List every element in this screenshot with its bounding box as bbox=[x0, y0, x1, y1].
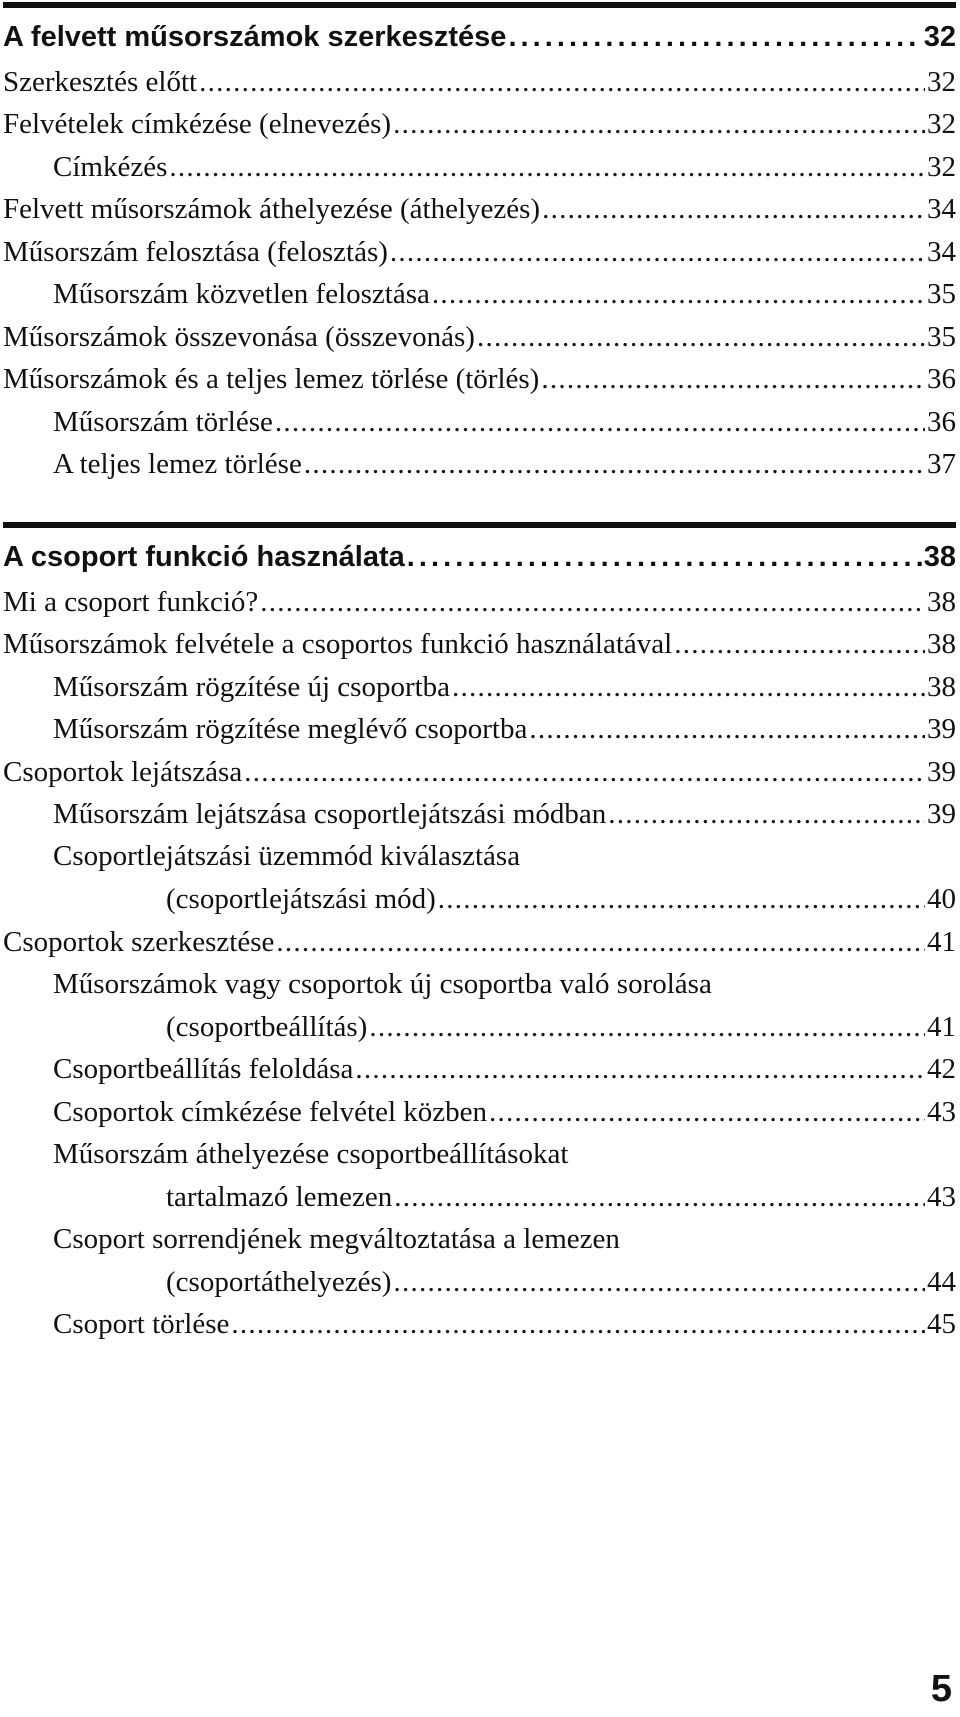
toc-entry-text: Csoportok szerkesztése bbox=[3, 925, 275, 958]
toc-entry-page: 32 bbox=[927, 65, 956, 98]
toc-entry[interactable] bbox=[3, 232, 956, 275]
toc-entry-page: 41 bbox=[927, 925, 956, 958]
toc-entry-text: Műsorszámok és a teljes lemez törlése (törlés) bbox=[3, 363, 540, 395]
toc-entry-page: 34 bbox=[927, 235, 956, 268]
toc-entry[interactable] bbox=[3, 582, 956, 625]
toc-entry-page: 42 bbox=[927, 1053, 956, 1085]
toc-section-editing bbox=[3, 2, 956, 487]
toc-entry-text: A teljes lemez törlése bbox=[53, 448, 302, 480]
toc-entry[interactable] bbox=[3, 1050, 956, 1093]
toc-entry-page: 36 bbox=[927, 405, 956, 438]
section-rule bbox=[3, 2, 956, 8]
section-heading-text: A felvett műsorszámok szerkesztése bbox=[3, 21, 507, 53]
toc-entry-page: 36 bbox=[927, 363, 956, 395]
toc-entry-text-line1: Műsorszámok vagy csoportok új csoportba való sorolása bbox=[53, 967, 712, 1000]
toc-entry[interactable] bbox=[3, 1135, 956, 1220]
toc-entry-page: 41 bbox=[927, 1010, 956, 1043]
leader-dots bbox=[369, 1011, 925, 1044]
toc-entry-text-line1: Csoport sorrendjének megváltoztatása a lemezen bbox=[53, 1222, 620, 1255]
leader-dots bbox=[260, 586, 925, 619]
toc-entry[interactable] bbox=[3, 795, 956, 838]
leader-dots bbox=[608, 798, 925, 831]
toc-entry-text: Műsorszám rögzítése új csoportba bbox=[53, 670, 451, 703]
toc-entry-text-line1: Csoportlejátszási üzemmód kiválasztása bbox=[53, 840, 521, 872]
toc-entry[interactable] bbox=[3, 1305, 956, 1348]
leader-dots bbox=[244, 756, 925, 789]
toc-entry-page: 35 bbox=[927, 320, 956, 353]
toc-entry-text: (csoportlejátszási mód) bbox=[166, 883, 436, 915]
leader-dots bbox=[452, 671, 925, 704]
toc-entry[interactable] bbox=[3, 445, 956, 488]
section-heading-text: A csoport funkció használata bbox=[3, 541, 405, 573]
toc-entry-page: 32 bbox=[927, 150, 956, 183]
toc-entry-text: Műsorszámok felvétele a csoportos funkció használatával bbox=[3, 628, 673, 660]
section-heading[interactable] bbox=[3, 10, 956, 62]
toc-entry-page: 40 bbox=[927, 883, 956, 915]
leader-dots bbox=[390, 236, 925, 269]
toc-entry[interactable] bbox=[3, 317, 956, 360]
toc-entry[interactable] bbox=[3, 190, 956, 233]
toc-entry-page: 39 bbox=[927, 713, 956, 745]
toc-entry-page: 39 bbox=[927, 755, 956, 788]
toc-entry-text: Műsorszámok összevonása (összevonás) bbox=[3, 320, 475, 353]
toc-entry-page: 38 bbox=[927, 585, 956, 618]
section-heading-page: 38 bbox=[923, 541, 956, 573]
leader-dots bbox=[304, 448, 925, 481]
leader-dots bbox=[477, 321, 925, 354]
toc-entry[interactable] bbox=[3, 147, 956, 190]
toc-entry-page: 39 bbox=[927, 798, 956, 830]
toc-entry[interactable] bbox=[3, 922, 956, 965]
toc-entry-text: Csoport törlése bbox=[53, 1308, 230, 1340]
section-heading[interactable] bbox=[3, 530, 956, 582]
leader-dots bbox=[394, 1181, 925, 1214]
leader-dots bbox=[541, 363, 925, 396]
toc-entry[interactable] bbox=[3, 275, 956, 318]
leader-dots bbox=[407, 541, 922, 574]
toc-entry[interactable] bbox=[3, 710, 956, 753]
leader-dots bbox=[438, 883, 925, 916]
toc-entry-text: (csoportbeállítás) bbox=[166, 1010, 368, 1043]
toc-entry-page: 37 bbox=[927, 448, 956, 480]
leader-dots bbox=[542, 193, 925, 226]
toc-entry-text: Csoportok lejátszása bbox=[3, 755, 243, 788]
leader-dots bbox=[231, 1308, 925, 1341]
leader-dots bbox=[275, 406, 925, 439]
toc-entry[interactable] bbox=[3, 667, 956, 710]
leader-dots bbox=[199, 66, 925, 99]
toc-entry-text: Műsorszám törlése bbox=[53, 405, 273, 438]
toc-entry-text: Műsorszám rögzítése meglévő csoportba bbox=[53, 713, 528, 745]
toc-entry-page: 45 bbox=[927, 1308, 956, 1340]
toc-entry-page: 34 bbox=[927, 193, 956, 225]
toc-entry-page: 35 bbox=[927, 278, 956, 310]
toc-entry[interactable] bbox=[3, 1220, 956, 1305]
section-rule bbox=[3, 522, 956, 528]
leader-dots bbox=[489, 1096, 925, 1129]
toc-section-group bbox=[3, 522, 956, 1347]
toc-entry-text: Felvett műsorszámok áthelyezése (áthelyezés) bbox=[3, 193, 541, 225]
toc-entry-text: Csoportok címkézése felvétel közben bbox=[53, 1095, 488, 1128]
toc-entry-page: 44 bbox=[927, 1265, 956, 1298]
toc-entry-text: Címkézés bbox=[53, 150, 168, 183]
leader-dots bbox=[393, 1266, 925, 1299]
toc-entry[interactable] bbox=[3, 62, 956, 105]
toc-entry-text: Műsorszám lejátszása csoportlejátszási módban bbox=[53, 798, 607, 830]
toc-entry-page: 43 bbox=[927, 1180, 956, 1213]
toc-entry-text: Szerkesztés előtt bbox=[3, 65, 198, 98]
leader-dots bbox=[393, 108, 925, 141]
toc-entry-page: 38 bbox=[927, 628, 956, 660]
leader-dots bbox=[432, 278, 925, 311]
toc-entry-text: Felvételek címkézése (elnevezés) bbox=[3, 108, 392, 140]
toc-entry[interactable] bbox=[3, 105, 956, 148]
toc-entry[interactable] bbox=[3, 837, 956, 922]
toc-entry-text: Csoportbeállítás feloldása bbox=[53, 1053, 354, 1085]
toc-entry[interactable] bbox=[3, 625, 956, 668]
leader-dots bbox=[674, 628, 925, 661]
toc-entry-text: (csoportáthelyezés) bbox=[166, 1265, 392, 1298]
leader-dots bbox=[355, 1053, 925, 1086]
toc-entry-text: Műsorszám felosztása (felosztás) bbox=[3, 235, 388, 268]
section-heading-page: 32 bbox=[923, 21, 956, 53]
toc-entry-page: 43 bbox=[927, 1095, 956, 1128]
toc-entry-text: tartalmazó lemezen bbox=[166, 1180, 393, 1213]
page-number: 5 bbox=[930, 1668, 952, 1710]
toc-entry-page: 32 bbox=[927, 108, 956, 140]
toc-entry-page: 38 bbox=[927, 670, 956, 703]
toc-entry[interactable] bbox=[3, 1092, 956, 1135]
toc-entry-text: Mi a csoport funkció? bbox=[3, 585, 259, 618]
toc-entry-text: Műsorszám közvetlen felosztása bbox=[53, 278, 430, 310]
leader-dots bbox=[508, 21, 921, 54]
toc-entry[interactable] bbox=[3, 360, 956, 403]
leader-dots bbox=[169, 151, 925, 184]
leader-dots bbox=[529, 713, 925, 746]
leader-dots bbox=[276, 926, 925, 959]
toc-entry[interactable] bbox=[3, 402, 956, 445]
toc-entry[interactable] bbox=[3, 752, 956, 795]
toc-entry[interactable] bbox=[3, 965, 956, 1050]
toc-entry-text-line1: Műsorszám áthelyezése csoportbeállításokat bbox=[53, 1137, 569, 1170]
